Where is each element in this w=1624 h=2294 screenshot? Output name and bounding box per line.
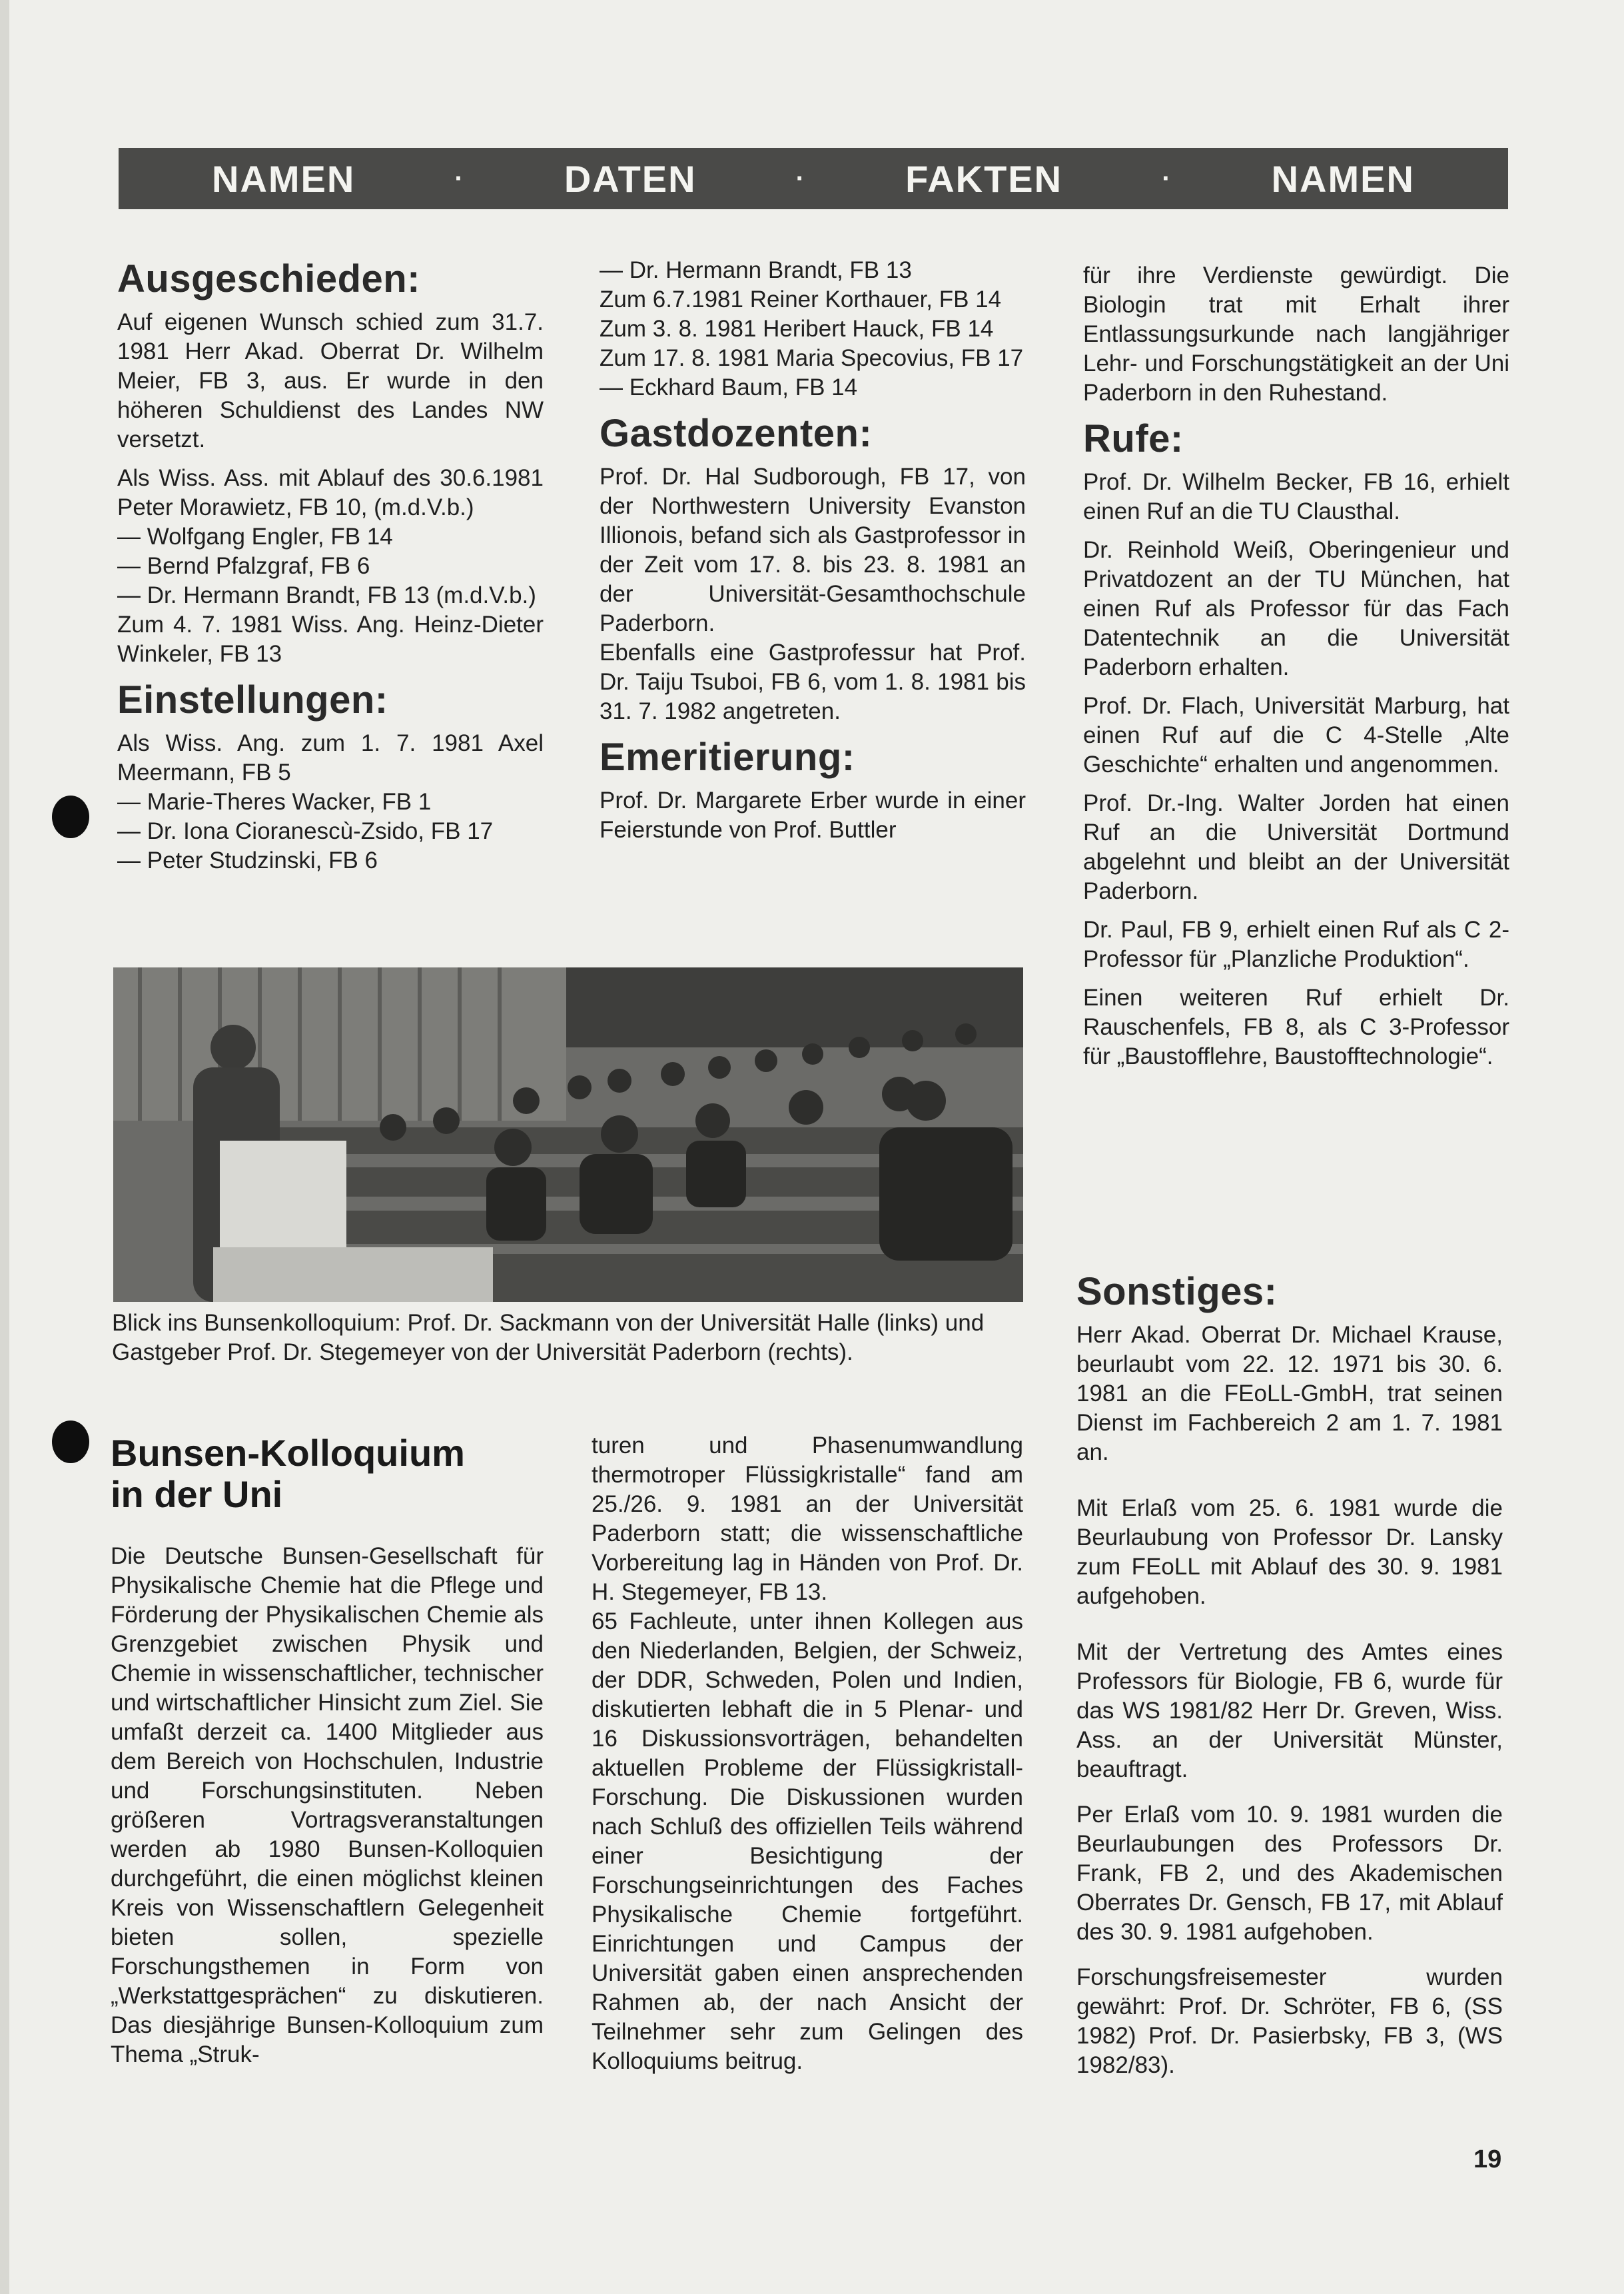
paragraph: Prof. Dr. Wilhelm Becker, FB 16, erhielt einen Ruf an die TU Clausthal. — [1083, 469, 1509, 524]
lecture-hall-illustration — [113, 967, 1023, 1302]
punch-hole — [52, 1421, 89, 1463]
bunsen-article-column-1 — [111, 1433, 544, 2079]
paragraph: Als Wiss. Ang. zum 1. 7. 1981 Axel Meermann, FB 5 — Marie-Theres Wacker, FB 1 — Dr. Iona Cioranescù-Zsido, FB 17 — Peter Studzinski, FB 6 — [117, 730, 544, 873]
bunsen-article-column-2 — [592, 1431, 1023, 2085]
paragraph: Prof. Dr. Margarete Erber wurde in einer Feierstunde von Prof. Buttler — [600, 788, 1026, 843]
paragraph: Als Wiss. Ass. mit Ablauf des 30.6.1981 Peter Morawietz, FB 10, (m.d.V.b.) — Wolfgang Engler, FB 14 — Bernd Pfalzgraf, FB 6 — Dr. Hermann Brandt, FB 13 (m.d.V.b.) Zum 4. 7. 1981 Wiss. Ang. Heinz-Dieter Winkeler, FB 13 — [117, 465, 544, 667]
column-3-lower — [1076, 1266, 1503, 2089]
paragraph: Prof. Dr.-Ing. Walter Jorden hat einen Ruf an die Universität Dortmund abgelehnt und bleibt an der Universität Paderborn. — [1083, 790, 1509, 904]
banner-separator: · — [454, 163, 465, 193]
paragraph: Auf eigenen Wunsch schied zum 31.7. 1981 Herr Akad. Oberrat Dr. Wilhelm Meier, FB 3, aus. Er wurde in den höheren Schuldienst des Landes NW versetzt. — [117, 309, 544, 452]
heading-rufe: Rufe: — [1083, 417, 1184, 460]
paragraph: Mit Erlaß vom 25. 6. 1981 wurde die Beurlaubung von Professor Dr. Lansky zum FEoLL mit Ablauf des 30. 9. 1981 aufgehoben. — [1076, 1495, 1503, 1609]
heading-sonstiges: Sonstiges: — [1076, 1270, 1278, 1313]
paragraph: Die Deutsche Bunsen-Gesellschaft für Physikalische Chemie hat die Pflege und Förderung der Physikalischen Chemie als Grenzgebiet zwischen Physik und Chemie in wissenschaftlicher, technischer und wirtschaftlicher Hinsicht zum Ziel. Sie umfaßt derzeit ca. 1400 Mitglieder aus dem Bereich von Hochschulen, Industrie und Forschungsinstituten. Neben größeren Vortragsveranstaltungen werden ab 1980 Bunsen-Kolloquien durchgeführt, die einen möglichst kleinen Kreis von Wissenschaftlern Gelegenheit bieten sollen, spezielle Forschungsthemen in Form von „Werkstattgesprächen“ zu diskutieren. Das diesjährige Bunsen-Kolloquium zum Thema „Struk- — [111, 1543, 544, 2067]
column-3 — [1083, 261, 1509, 1081]
banner-separator: · — [795, 163, 806, 193]
heading-emeritierung: Emeritierung: — [600, 736, 855, 779]
heading-gastdozenten: Gastdozenten: — [600, 412, 873, 455]
page-edge — [0, 0, 9, 2294]
section-banner — [119, 148, 1508, 209]
paragraph: turen und Phasenumwandlung thermotroper Flüssigkristalle“ fand am 25./26. 9. 1981 an der Universität Paderborn statt; die wissenschaftliche Vorbereitung lag in Händen von Prof. Dr. H. Stegemeyer, FB 13. 65 Fachleute, unter ihnen Kollegen aus den Niederlanden, Belgien, der Schweiz, der DDR, Schweden, Polen und Indien, diskutierten lebhaft die in 5 Plenar- und 16 Diskussionsvorträgen, behandelten aktuellen Probleme der Flüssigkristall-Forschung. Die Diskussionen wurden nach Schluß des offiziellen Teils während einer Besichtigung der Forschungseinrichtungen des Faches Physikalische Chemie fortgeführt. Einrichtungen und Campus der Universität gaben einen ansprechenden Rahmen ab, der nach Ansicht der Teilnehmer sehr zum Gelingen des Kolloquiums beitrug. — [592, 1433, 1023, 2074]
paragraph: Einen weiteren Ruf erhielt Dr. Rauschenfels, FB 8, als C 3-Professor für „Baustofflehre, Baustofftechnologie“. — [1083, 985, 1509, 1069]
paragraph: Dr. Reinhold Weiß, Oberingenieur und Privatdozent an der TU München, hat einen Ruf als Professor für das Fach Datentechnik an die Universität Paderborn erhalten. — [1083, 537, 1509, 680]
paragraph: Per Erlaß vom 10. 9. 1981 wurden die Beurlaubungen des Professors Dr. Frank, FB 2, und des Akademischen Oberrates Dr. Gensch, FB 17, mit Ablauf des 30. 9. 1981 aufgehoben. — [1076, 1802, 1503, 1945]
heading-einstellungen: Einstellungen: — [117, 678, 388, 722]
banner-word-4: NAMEN — [1271, 157, 1415, 200]
paragraph: Ebenfalls eine Gastprofessur hat Prof. Dr. Taiju Tsuboi, FB 6, vom 1. 8. 1981 bis 31. 7. 1982 angetreten. — [600, 640, 1026, 724]
banner-word-2: DATEN — [564, 157, 697, 200]
paragraph: für ihre Verdienste gewürdigt. Die Biologin trat mit Erhalt ihrer Entlassungsurkunde nach langjähriger Lehr- und Forschungstätigkeit an der Uni Paderborn in den Ruhestand. — [1083, 263, 1509, 406]
punch-hole — [52, 796, 89, 838]
paragraph: Herr Akad. Oberrat Dr. Michael Krause, beurlaubt vom 22. 12. 1971 bis 30. 6. 1981 an die FEoLL-GmbH, trat seinen Dienst im Fachbereich 2 am 1. 7. 1981 an. — [1076, 1322, 1503, 1465]
heading-ausgeschieden: Ausgeschieden: — [117, 257, 420, 300]
paragraph: Mit der Vertretung des Amtes eines Professors für Biologie, FB 6, wurde für das WS 1981/82 Herr Dr. Greven, Wiss. Ass. an der Universität Münster, beauftragt. — [1076, 1639, 1503, 1782]
banner-word-1: NAMEN — [212, 157, 356, 200]
paragraph: — Dr. Hermann Brandt, FB 13 Zum 6.7.1981 Reiner Korthauer, FB 14 Zum 3. 8. 1981 Heribert Hauck, FB 14 Zum 17. 8. 1981 Maria Specovius, FB 17 — Eckhard Baum, FB 14 — [600, 257, 1024, 400]
paragraph: Prof. Dr. Hal Sudborough, FB 17, von der Northwestern University Evanston Illionois, befand sich als Gastprofessor in der Zeit vom 17. 8. bis 23. 8. 1981 an der Universität-Gesamthochschule Paderborn. — [600, 464, 1026, 636]
photo-caption: Blick ins Bunsenkolloquium: Prof. Dr. Sackmann von der Universität Halle (links) und Gastgeber Prof. Dr. Stegemeyer von der Universität Paderborn (rechts). — [112, 1310, 985, 1365]
banner-word-3: FAKTEN — [905, 157, 1063, 200]
paragraph: Dr. Paul, FB 9, erhielt einen Ruf als C 2-Professor für „Planzliche Produktion“. — [1083, 917, 1509, 972]
column-1 — [117, 253, 544, 885]
page-number: 19 — [1473, 2145, 1502, 2173]
article-title: Bunsen-Kolloquium in der Uni — [111, 1432, 465, 1515]
column-2 — [600, 256, 1026, 854]
paragraph: Prof. Dr. Flach, Universität Marburg, hat einen Ruf auf die C 4-Stelle ‚Alte Geschichte“ erhalten und angenommen. — [1083, 693, 1509, 778]
banner-separator: · — [1162, 163, 1172, 193]
colloquium-photo — [113, 967, 1023, 1302]
paragraph: Forschungsfreisemester wurden gewährt: Prof. Dr. Schröter, FB 6, (SS 1982) Prof. Dr. Pasierbsky, FB 3, (WS 1982/83). — [1076, 1964, 1503, 2078]
